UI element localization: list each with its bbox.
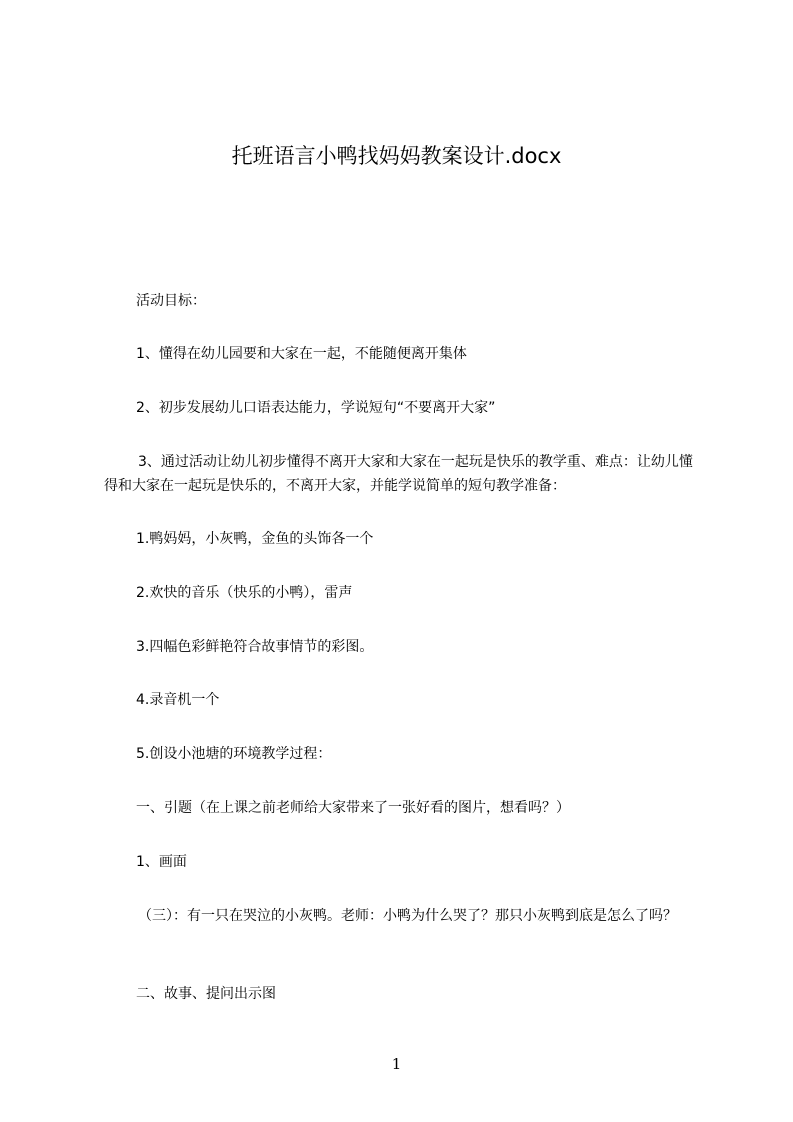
paragraph-goal-2: 2、初步发展幼儿口语表达能力，学说短句“不要离开大家” [136, 400, 496, 416]
paragraph-prep-5: 5.创设小池塘的环境教学过程： [136, 746, 332, 762]
paragraph-activity-goals: 活动目标： [136, 293, 206, 309]
paragraph-prep-4: 4.录音机一个 [136, 692, 220, 708]
paragraph-section-1: 一、引题（在上课之前老师给大家带来了一张好看的图片，想看吗？） [136, 800, 570, 816]
document-title: 托班语言小鸭找妈妈教案设计.docx [231, 144, 562, 168]
paragraph-prep-1: 1.鸭妈妈，小灰鸭，金鱼的头饰各一个 [136, 531, 374, 547]
paragraph-prep-2: 2.欢快的音乐（快乐的小鸭），雷声 [136, 585, 353, 601]
paragraph-picture-1: 1、画面 [136, 854, 187, 870]
page-number: 1 [391, 1055, 402, 1073]
paragraph-prep-3: 3.四幅色彩鲜艳符合故事情节的彩图。 [136, 639, 374, 655]
paragraph-goal-3: 3、通过活动让幼儿初步懂得不离开大家和大家在一起玩是快乐的教学重、难点：让幼儿懂得和大家在一起玩是快乐的，不离开大家，并能学说简单的短句教学准备： [104, 454, 693, 494]
paragraph-picture-3: （三）：有一只在哭泣的小灰鸭。老师：小鸭为什么哭了？那只小灰鸭到底是怎么了吗？ [138, 908, 677, 924]
paragraph-goal-1: 1、懂得在幼儿园要和大家在一起，不能随便离开集体 [136, 346, 467, 362]
paragraph-section-2: 二、故事、提问出示图 [136, 986, 276, 1002]
